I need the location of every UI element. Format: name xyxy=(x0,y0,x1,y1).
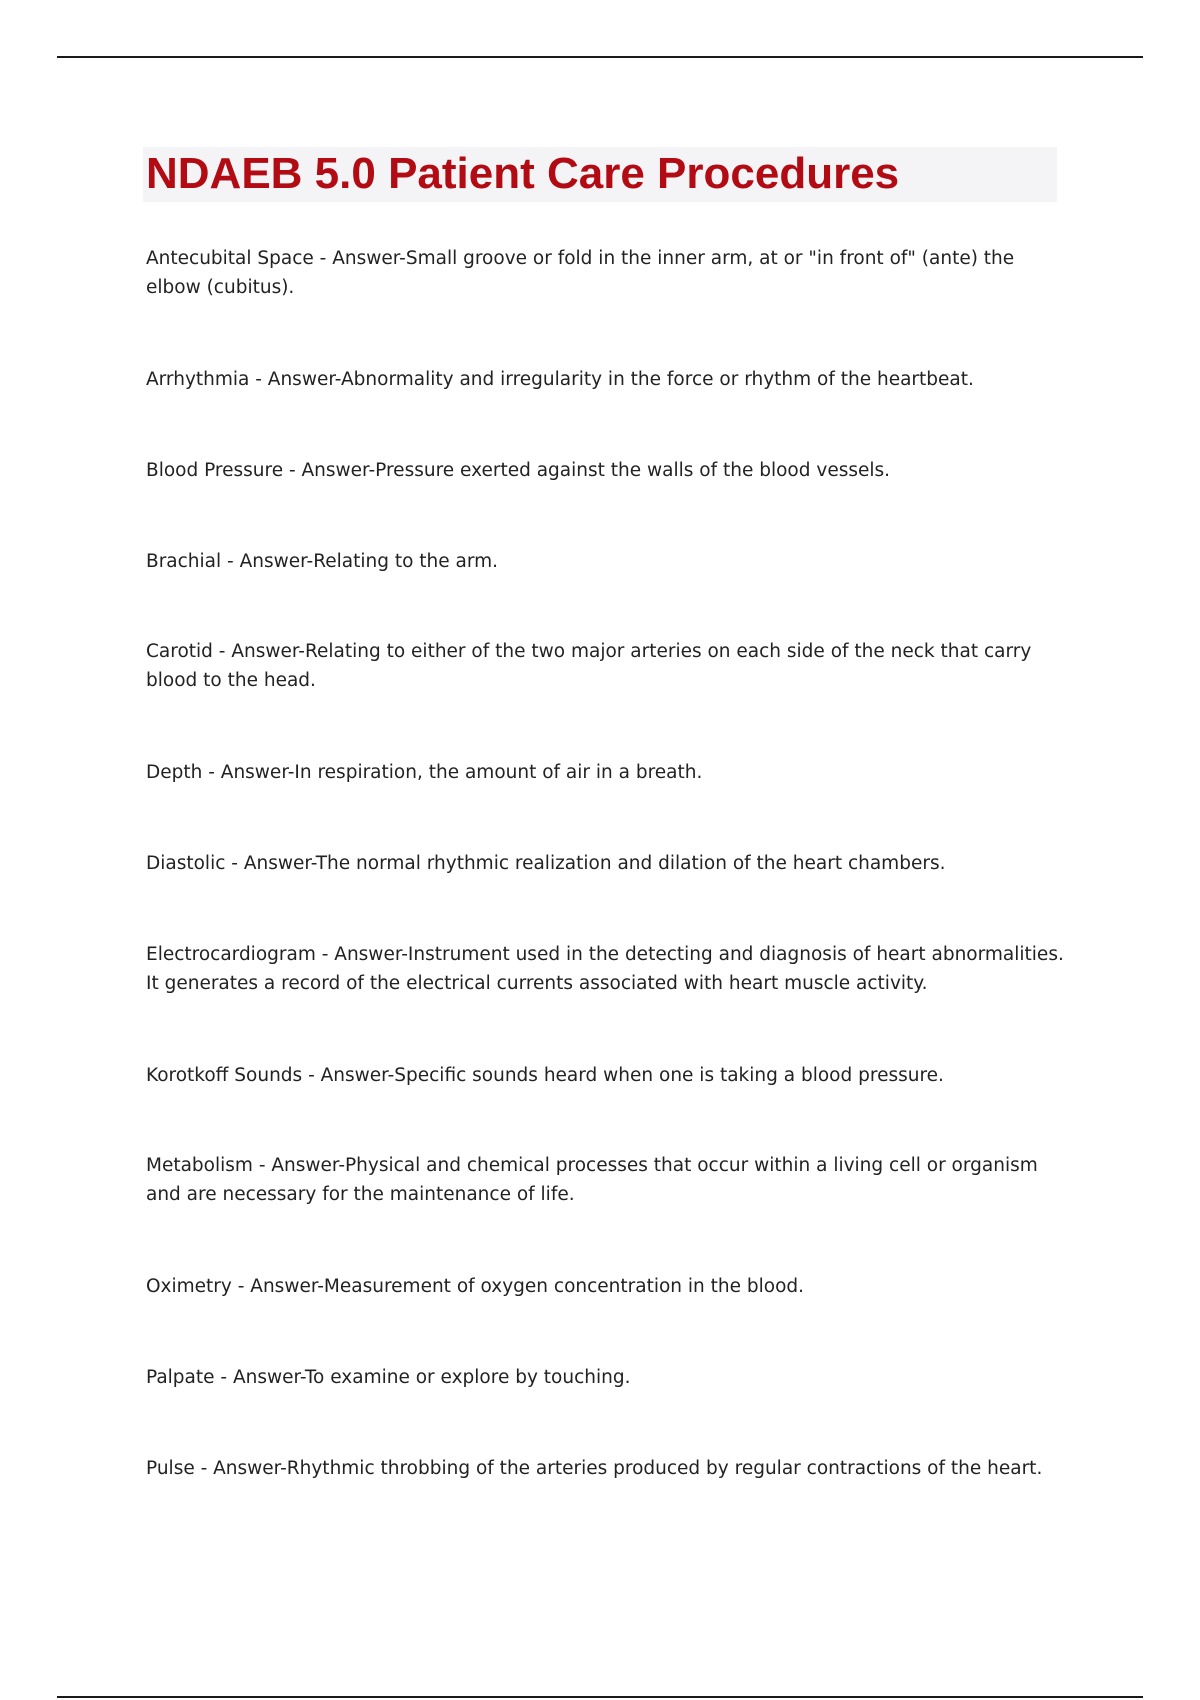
page-title: NDAEB 5.0 Patient Care Procedures xyxy=(146,149,900,198)
header-rule xyxy=(57,56,1143,58)
definition-entry-electrocardiogram: Electrocardiogram - Answer-Instrument used in the detecting and diagnosis of heart abnormalities. It generates a record of the electrical currents associated with heart muscle activity. xyxy=(146,944,1064,994)
definition-entry-arrhythmia: Arrhythmia - Answer-Abnormality and irregularity in the force or rhythm of the heartbeat. xyxy=(146,369,974,390)
definition-entry-carotid: Carotid - Answer-Relating to either of the two major arteries on each side of the neck that carry blood to the head. xyxy=(146,641,1032,691)
definition-entry-palpate: Palpate - Answer-To examine or explore by touching. xyxy=(146,1367,631,1388)
definition-entry-brachial: Brachial - Answer-Relating to the arm. xyxy=(146,551,499,572)
definition-entry-diastolic: Diastolic - Answer-The normal rhythmic realization and dilation of the heart chambers. xyxy=(146,853,946,874)
definition-entry-korotkoff-sounds: Korotkoff Sounds - Answer-Specific sounds heard when one is taking a blood pressure. xyxy=(146,1065,944,1086)
definition-entry-oximetry: Oximetry - Answer-Measurement of oxygen concentration in the blood. xyxy=(146,1276,805,1297)
definition-entry-metabolism: Metabolism - Answer-Physical and chemical processes that occur within a living cell or organism and are necessary for the maintenance of life. xyxy=(146,1155,1038,1205)
definition-entry-depth: Depth - Answer-In respiration, the amount of air in a breath. xyxy=(146,762,703,783)
definition-entry-blood-pressure: Blood Pressure - Answer-Pressure exerted against the walls of the blood vessels. xyxy=(146,460,891,481)
footer-rule xyxy=(57,1696,1143,1698)
definition-entry-antecubital-space: Antecubital Space - Answer-Small groove or fold in the inner arm, at or "in front of" (ante) the elbow (cubitus). xyxy=(146,248,1015,298)
definition-entry-pulse: Pulse - Answer-Rhythmic throbbing of the arteries produced by regular contractions of the heart. xyxy=(146,1458,1043,1479)
